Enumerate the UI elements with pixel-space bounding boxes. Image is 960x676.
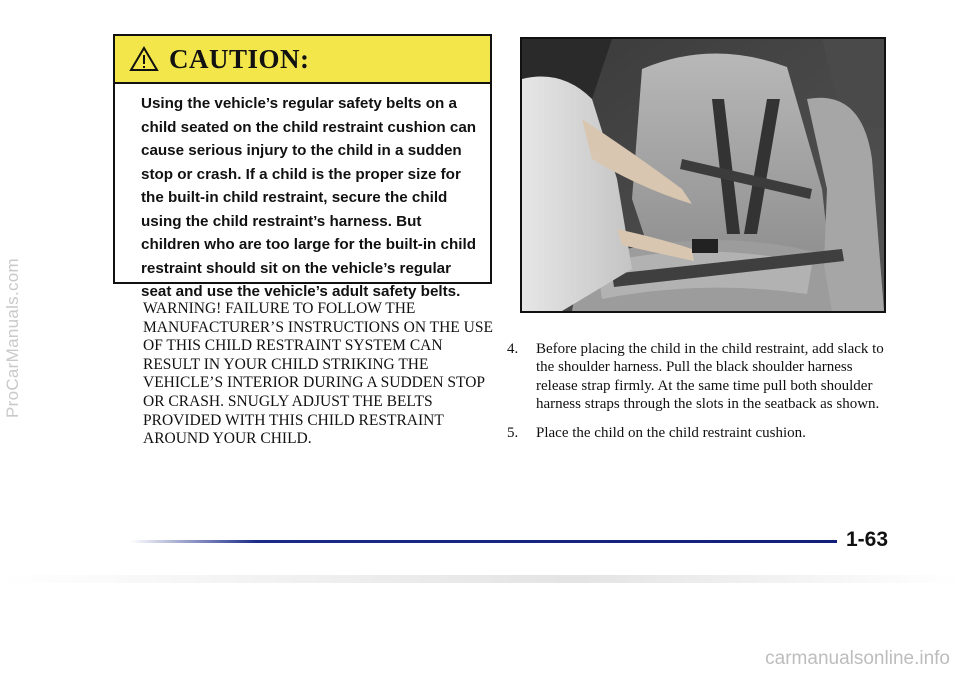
caution-header bbox=[115, 36, 490, 84]
child-restraint-photo bbox=[520, 37, 886, 313]
bottom-watermark: carmanualsonline.info bbox=[765, 648, 950, 669]
warning-text: WARNING! FAILURE TO FOLLOW THE MANUFACTURER’S INSTRUCTIONS ON THE USE OF THIS CHILD RESTRAINT SYSTEM CAN RESULT IN YOUR CHILD STRIKING THE VEHICLE’S INTERIOR DURING A SUDDEN STOP OR CRASH. SNUGLY ADJUST THE BELTS PROVIDED WITH THIS CHILD RESTRAINT AROUND YOUR CHILD. bbox=[143, 300, 493, 448]
step-text: Before placing the child in the child restraint, add slack to the shoulder harness. Pull the black shoulder harness release strap firmly. At the same time pull both shoulder harness straps through the slots in the seatback as shown. bbox=[536, 341, 884, 413]
list-item bbox=[507, 340, 892, 414]
list-item bbox=[507, 424, 892, 442]
warning-triangle-icon bbox=[129, 46, 159, 72]
page-number: 1-63 bbox=[846, 528, 889, 551]
footer-rule bbox=[130, 540, 837, 543]
side-watermark-text: ProCarManuals.com bbox=[3, 257, 23, 419]
step-text: Place the child on the child restraint cushion. bbox=[536, 424, 806, 441]
step-number: 4. bbox=[507, 341, 519, 357]
caution-box bbox=[113, 34, 492, 300]
caution-body: Using the vehicle’s regular safety belts on a child seated on the child restraint cushion can cause serious injury to the child in a sudden stop or crash. If a child is the proper size for the built-in child restraint, secure the child using the child restraint’s harness. But children who are too large for the built-in child restraint should sit on the vehicle’s regular seat and use the vehicle’s adult safety belts. bbox=[141, 95, 477, 300]
page-edge-shadow bbox=[0, 575, 960, 583]
steps-list bbox=[507, 340, 892, 452]
step-number: 5. bbox=[507, 424, 519, 441]
caution-title: CAUTION: bbox=[169, 43, 310, 74]
